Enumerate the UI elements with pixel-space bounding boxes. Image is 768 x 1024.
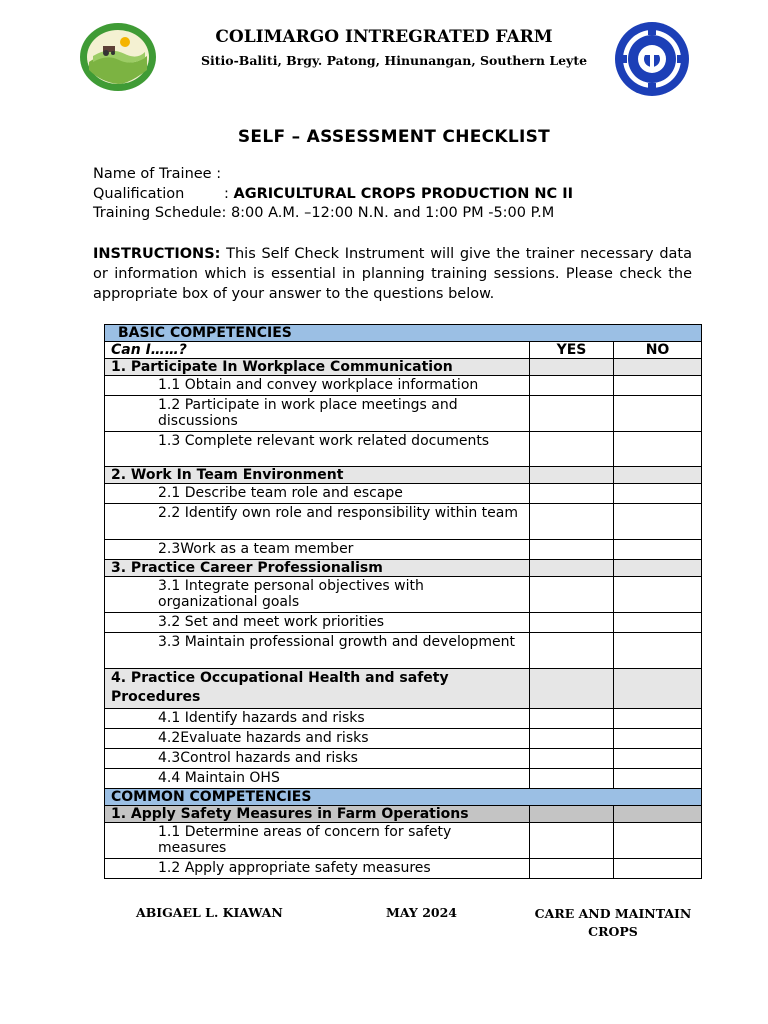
yes-checkbox-cell[interactable]	[530, 859, 614, 879]
no-checkbox-cell[interactable]	[614, 709, 702, 729]
can-i-header: Can I……?	[105, 342, 530, 359]
competency-row	[105, 806, 702, 823]
training-schedule: Training Schedule: 8:00 A.M. –12:00 N.N. and 1:00 PM -5:00 P.M	[93, 205, 555, 221]
checklist-item-row	[105, 769, 702, 789]
organization-address: Sitio-Baliti, Brgy. Patong, Hinunangan, Southern Leyte	[200, 53, 588, 68]
competency-title: 3. Practice Career Professionalism	[105, 560, 530, 577]
no-checkbox-cell[interactable]	[614, 467, 702, 484]
no-checkbox-cell[interactable]	[614, 540, 702, 560]
no-checkbox-cell[interactable]	[614, 749, 702, 769]
yes-checkbox-cell[interactable]	[530, 432, 614, 467]
qualification-colon: :	[224, 186, 229, 202]
checklist-item-label: 3.1 Integrate personal objectives with organizational goals	[105, 577, 530, 613]
checklist-item-row	[105, 633, 702, 669]
no-checkbox-cell[interactable]	[614, 484, 702, 504]
basic-competencies-row	[105, 325, 702, 342]
checklist-item-row	[105, 540, 702, 560]
self-assessment-table	[104, 324, 702, 879]
checklist-item-row	[105, 504, 702, 540]
competency-title: 1. Apply Safety Measures in Farm Operations	[105, 806, 530, 823]
column-header-row	[105, 342, 702, 359]
checklist-item-label: 4.4 Maintain OHS	[105, 769, 530, 789]
no-checkbox-cell[interactable]	[614, 396, 702, 432]
checklist-item-row	[105, 484, 702, 504]
no-checkbox-cell[interactable]	[614, 432, 702, 467]
yes-checkbox-cell[interactable]	[530, 504, 614, 540]
no-checkbox-cell[interactable]	[614, 769, 702, 789]
competency-title: 1. Participate In Workplace Communication	[105, 359, 530, 376]
organization-name: COLIMARGO INTREGRATED FARM	[215, 27, 553, 47]
competency-title: 2. Work In Team Environment	[105, 467, 530, 484]
yes-checkbox-cell[interactable]	[530, 633, 614, 669]
yes-checkbox-cell[interactable]	[530, 484, 614, 504]
no-checkbox-cell[interactable]	[614, 376, 702, 396]
checklist-item-row	[105, 396, 702, 432]
yes-checkbox-cell[interactable]	[530, 709, 614, 729]
no-checkbox-cell[interactable]	[614, 359, 702, 376]
yes-checkbox-cell[interactable]	[530, 376, 614, 396]
no-checkbox-cell[interactable]	[614, 613, 702, 633]
trainee-name-line	[93, 166, 221, 182]
yes-checkbox-cell[interactable]	[530, 467, 614, 484]
competency-row	[105, 560, 702, 577]
no-checkbox-cell[interactable]	[614, 504, 702, 540]
instructions-label: INSTRUCTIONS:	[93, 246, 221, 262]
qualification-label: Qualification	[93, 186, 185, 202]
checklist-item-label: 1.2 Participate in work place meetings and discussions	[105, 396, 530, 432]
yes-checkbox-cell[interactable]	[530, 359, 614, 376]
checklist-item-label: 4.1 Identify hazards and risks	[105, 709, 530, 729]
competency-row	[105, 467, 702, 484]
yes-checkbox-cell[interactable]	[530, 396, 614, 432]
no-checkbox-cell[interactable]	[614, 859, 702, 879]
yes-checkbox-cell[interactable]	[530, 577, 614, 613]
yes-checkbox-cell[interactable]	[530, 560, 614, 577]
footer-author: ABIGAEL L. KIAWAN	[136, 905, 283, 920]
yes-checkbox-cell[interactable]	[530, 613, 614, 633]
checklist-item-row	[105, 432, 702, 467]
yes-column-header: YES	[530, 342, 614, 359]
no-checkbox-cell[interactable]	[614, 577, 702, 613]
checklist-item-row	[105, 613, 702, 633]
common-competencies-heading: COMMON COMPETENCIES	[105, 789, 702, 806]
common-competencies-row	[105, 789, 702, 806]
qualification-line	[93, 186, 573, 202]
checklist-item-label: 4.3Control hazards and risks	[105, 749, 530, 769]
yes-checkbox-cell[interactable]	[530, 823, 614, 859]
checklist-item-label: 3.2 Set and meet work priorities	[105, 613, 530, 633]
checklist-item-row	[105, 749, 702, 769]
checklist-item-label: 1.1 Determine areas of concern for safety measures	[105, 823, 530, 859]
checklist-item-label: 2.2 Identify own role and responsibility within team	[105, 504, 530, 540]
no-checkbox-cell[interactable]	[614, 823, 702, 859]
checklist-item-label: 4.2Evaluate hazards and risks	[105, 729, 530, 749]
checklist-item-label: 3.3 Maintain professional growth and development	[105, 633, 530, 669]
checklist-item-label: 1.2 Apply appropriate safety measures	[105, 859, 530, 879]
trainee-name-label: Name of Trainee :	[93, 166, 222, 182]
competency-row	[105, 359, 702, 376]
checklist-item-label: 1.1 Obtain and convey workplace information	[105, 376, 530, 396]
checklist-item-row	[105, 577, 702, 613]
instructions-paragraph	[93, 244, 692, 304]
yes-checkbox-cell[interactable]	[530, 540, 614, 560]
yes-checkbox-cell[interactable]	[530, 749, 614, 769]
no-checkbox-cell[interactable]	[614, 729, 702, 749]
no-checkbox-cell[interactable]	[614, 669, 702, 709]
checklist-item-label: 1.3 Complete relevant work related documents	[105, 432, 530, 467]
basic-competencies-heading: BASIC COMPETENCIES	[105, 325, 702, 342]
competency-row	[105, 669, 702, 709]
yes-checkbox-cell[interactable]	[530, 729, 614, 749]
checklist-item-label: 2.1 Describe team role and escape	[105, 484, 530, 504]
qualification-value: AGRICULTURAL CROPS PRODUCTION NC II	[233, 186, 574, 202]
competency-title: 4. Practice Occupational Health and safety Procedures	[105, 669, 530, 709]
yes-checkbox-cell[interactable]	[530, 806, 614, 823]
checklist-item-row	[105, 823, 702, 859]
document-title: SELF – ASSESSMENT CHECKLIST	[237, 127, 551, 147]
no-checkbox-cell[interactable]	[614, 806, 702, 823]
checklist-item-label: 2.3Work as a team member	[105, 540, 530, 560]
no-checkbox-cell[interactable]	[614, 633, 702, 669]
checklist-item-row	[105, 709, 702, 729]
instructions-text: This Self Check Instrument will give the trainer necessary data or information which is essential in planning training sessions. Please check the appropriate box of your answer to the questions below.	[93, 246, 692, 302]
footer-date: MAY 2024	[386, 905, 457, 920]
checklist-item-row	[105, 729, 702, 749]
no-checkbox-cell[interactable]	[614, 560, 702, 577]
footer-course: CARE AND MAINTAIN CROPS	[534, 906, 692, 939]
no-column-header: NO	[614, 342, 702, 359]
checklist-item-row	[105, 859, 702, 879]
checklist-item-row	[105, 376, 702, 396]
yes-checkbox-cell[interactable]	[530, 669, 614, 709]
yes-checkbox-cell[interactable]	[530, 769, 614, 789]
